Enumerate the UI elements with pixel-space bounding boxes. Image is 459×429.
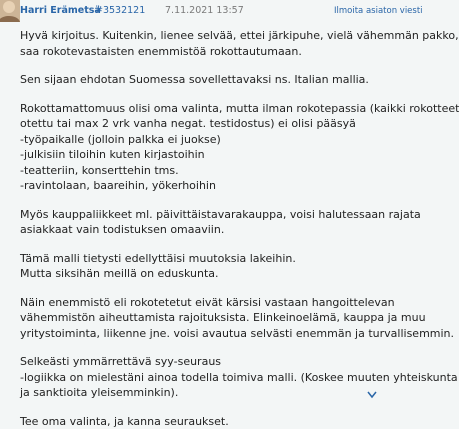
post-text-line: -ravintolaan, baareihin, yökerhoihin xyxy=(20,178,416,194)
author-name[interactable]: Harri Erämetsä xyxy=(20,2,101,20)
post-text-line: Hyvä kirjoitus. Kuitenkin, lienee selvää, ettei järkipuhe, vielä vähemmän pakko, xyxy=(20,28,416,44)
post-paragraph xyxy=(20,414,416,429)
post-text-line: -logiikka on mielestäni ainoa todella toimiva malli. (Koskee muuten yhteiskunta xyxy=(20,370,416,386)
post-text-line: ja sanktioita yleisemminkin). xyxy=(20,385,416,401)
post-text-line: Selkeästi ymmärrettävä syy-seuraus xyxy=(20,354,416,370)
post-paragraph xyxy=(20,251,416,282)
post-text-line: yritystoiminta, liikenne jne. voisi avautua selvästi enemmän ja turvallisemmin. xyxy=(20,326,416,342)
post-text-line: Myös kauppaliikkeet ml. päivittäistavarakauppa, voisi halutessaan rajata xyxy=(20,207,416,223)
post-text-line: -työpaikalle (jolloin palkka ei juokse) xyxy=(20,132,416,148)
post-paragraph xyxy=(20,28,416,59)
post-text-line: -teatteriin, konserttehin tms. xyxy=(20,163,416,179)
post-text-line: Tämä malli tietysti edellyttäisi muutoksia lakeihin. xyxy=(20,251,416,267)
post-text-line: Näin enemmistö eli rokotetetut eivät kärsisi vastaan hangoittelevan xyxy=(20,295,416,311)
post-paragraph xyxy=(20,207,416,238)
post-text-line: Sen sijaan ehdotan Suomessa sovellettavaksi ns. Italian mallia. xyxy=(20,72,416,88)
post-header xyxy=(20,2,400,20)
post-text-line: asiakkaat vain todistuksen omaaviin. xyxy=(20,222,416,238)
avatar[interactable] xyxy=(0,0,20,22)
scroll-down-arrow-icon[interactable] xyxy=(360,390,400,400)
post-paragraph xyxy=(20,72,416,88)
message-id-link[interactable]: #3532121 xyxy=(95,2,145,20)
post-text-line: saa rokotevastaisten enemmistöä rokottautumaan. xyxy=(20,44,416,60)
post-body xyxy=(20,28,416,429)
post-paragraph xyxy=(20,101,416,194)
post-paragraph xyxy=(20,295,416,342)
post-text-line: Mutta siksihän meillä on eduskunta. xyxy=(20,266,416,282)
post-text-line: vähemmistön aiheuttamista rajoituksista. Elinkeinoelämä, kauppa ja muu xyxy=(20,310,416,326)
report-message-link[interactable]: Ilmoita asiaton viesti xyxy=(334,2,423,20)
post-text-line: Rokottamattomuus olisi oma valinta, mutta ilman rokotepassia (kaikki rokotteet xyxy=(20,101,416,117)
post-date: 7.11.2021 13:57 xyxy=(165,2,244,20)
post-text-line: otettu tai max 2 vrk vanha negat. testidostus) ei olisi pääsyä xyxy=(20,116,416,132)
post-text-line: -julkisiin tiloihin kuten kirjastoihin xyxy=(20,147,416,163)
post-text-line: Tee oma valinta, ja kanna seuraukset. xyxy=(20,414,416,429)
post-paragraph xyxy=(20,354,416,401)
